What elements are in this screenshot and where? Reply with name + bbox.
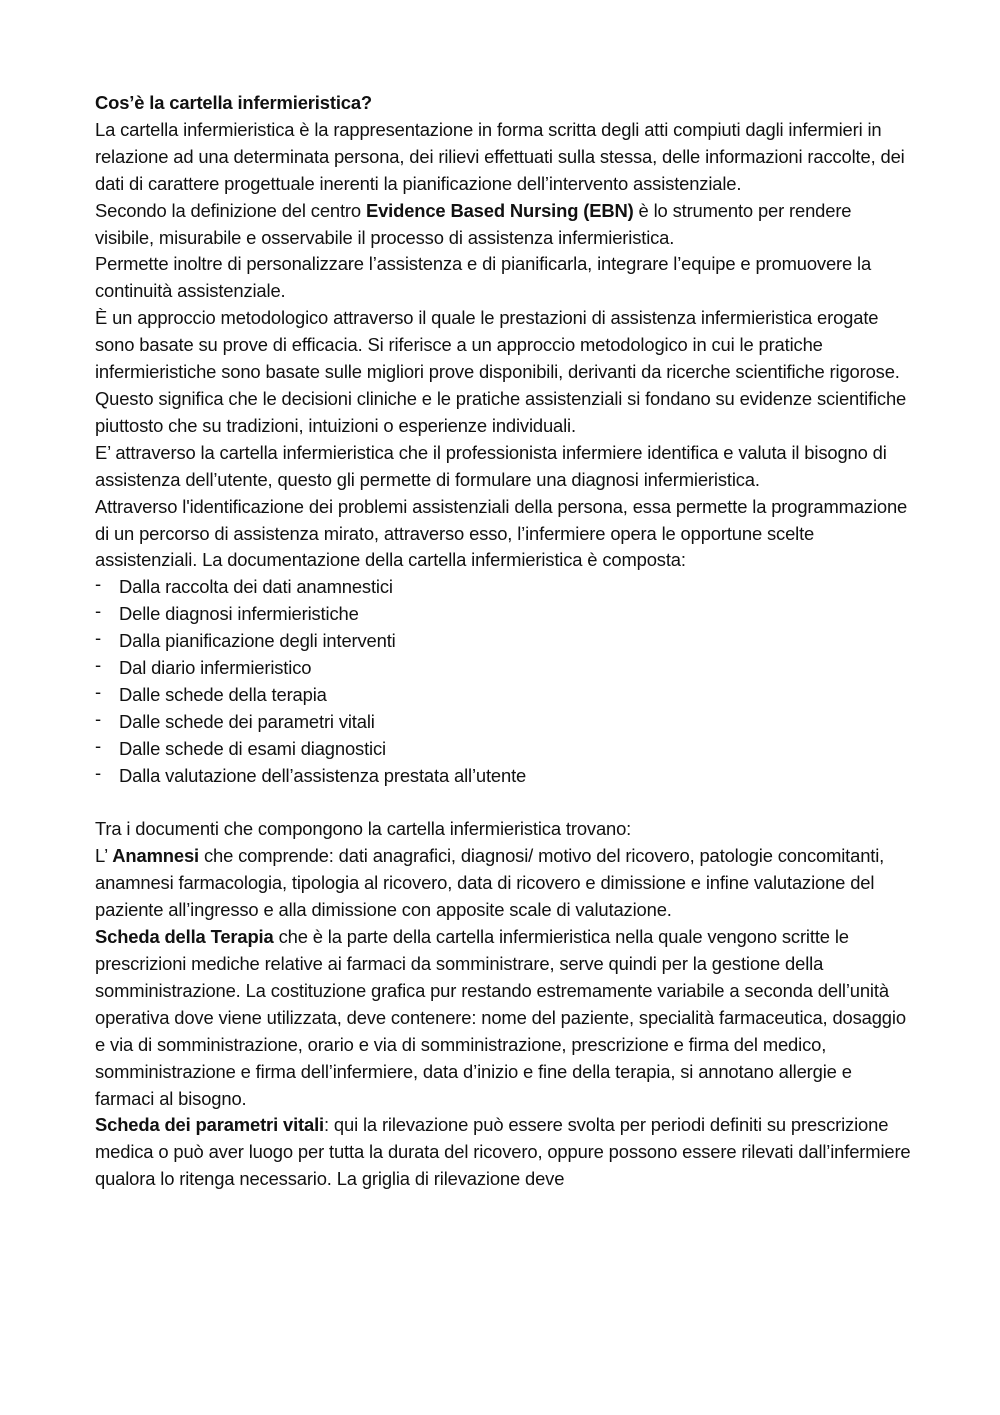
paragraph-anamnesi-pre: L’ xyxy=(95,845,113,867)
paragraph-parametri-post: : qui la rilevazione può essere svolta per periodi definiti su prescrizione medica o può aver luogo per tutta la durata del ricovero, oppure possono essere rilevati dall’infermiere qualora lo ritenga necessario. La griglia di rilevazione deve xyxy=(95,1114,911,1190)
list-item-text: Dalla pianificazione degli interventi xyxy=(119,630,396,652)
list-item xyxy=(95,709,915,736)
bullet-dash: - xyxy=(95,680,101,702)
bullet-dash: - xyxy=(95,627,101,649)
document-title: Cos’è la cartella infermieristica? xyxy=(95,92,373,113)
list-item-text: Dalla raccolta dei dati anamnestici xyxy=(119,576,393,598)
list-item-text: Dalle schede di esami diagnostici xyxy=(119,737,386,759)
bullet-dash: - xyxy=(95,707,101,729)
paragraph-terapia-post: che è la parte della cartella infermieristica nella quale vengono scritte le prescrizioni mediche relative ai farmaci da somministrare, serve quindi per la gestione della somministrazione. La costituzione grafica pur restando estremamente variabile a seconda dell’unità operativa dove viene utilizzata, deve contenere: nome del paziente, specialità farmaceutica, dosaggio e via di somministrazione, orario e via di somministrazione, prescrizione e firma del medico, somministrazione e firma dell’infermiere, data d’inizio e fine della terapia, si annotano allergie e farmaci al bisogno. xyxy=(95,926,906,1109)
ebn-term: Evidence Based Nursing (EBN) xyxy=(365,199,634,221)
paragraph-anamnesi xyxy=(95,843,915,924)
bullet-dash: - xyxy=(95,654,101,676)
list-item xyxy=(95,655,915,682)
bullet-dash: - xyxy=(95,573,101,595)
terapia-term: Scheda della Terapia xyxy=(95,926,274,948)
list-item-text: Dalle schede dei parametri vitali xyxy=(119,710,375,732)
paragraph-terapia xyxy=(95,924,915,1112)
paragraph-ebn-pre: Secondo la definizione del centro xyxy=(95,199,366,221)
parametri-term: Scheda dei parametri vitali xyxy=(95,1114,324,1136)
anamnesi-term: Anamnesi xyxy=(112,845,199,867)
paragraph-anamnesi-post: che comprende: dati anagrafici, diagnosi/ motivo del ricovero, patologie concomitanti, anamnesi farmacologia, tipologia al ricovero, data di ricovero e dimissione e infine valutazione del paziente all’ingresso e alla dimissione con apposite scale di valutazione. xyxy=(95,845,885,921)
paragraph-approach: È un approccio metodologico attraverso il quale le prestazioni di assistenza infermieristica erogate sono basate su prove di efficacia. Si riferisce a un approccio metodologico in cui le pratiche infermieristiche sono basate sulle migliori prove disponibili, derivanti da ricerche scientifiche rigorose. Questo significa che le decisioni cliniche e le pratiche assistenziali si fondano su evidenze scientifiche piuttosto che su tradizioni, intuizioni o esperienze individuali. xyxy=(95,307,907,436)
paragraph-documents-intro: Tra i documenti che compongono la cartella infermieristica trovano: xyxy=(95,818,632,840)
list-item xyxy=(95,736,915,763)
list-item-text: Dal diario infermieristico xyxy=(119,657,312,679)
blank-line xyxy=(95,790,915,817)
paragraph-parametri xyxy=(95,1112,915,1193)
list-item xyxy=(95,628,915,655)
composition-list xyxy=(95,574,915,789)
bullet-dash: - xyxy=(95,761,101,783)
paragraph-identify-need: E’ attraverso la cartella infermieristica che il professionista infermiere identifica e valuta il bisogno di assistenza dell’utente, questo gli permette di formulare una diagnosi infermieristica. xyxy=(95,441,887,490)
paragraph-definition: La cartella infermieristica è la rappresentazione in forma scritta degli atti compiuti dagli infermieri in relazione ad una determinata persona, dei rilievi effettuati sulla stessa, delle informazioni raccolte, dei dati di carattere progettuale inerenti la pianificazione dell’intervento assistenziale. xyxy=(95,118,905,194)
list-item xyxy=(95,763,915,790)
document-page xyxy=(95,90,915,1193)
paragraph-personalize: Permette inoltre di personalizzare l’assistenza e di pianificarla, integrare l’equipe e promuovere la continuità assistenziale. xyxy=(95,253,872,302)
list-item xyxy=(95,682,915,709)
paragraph-ebn xyxy=(95,198,915,252)
bullet-dash: - xyxy=(95,734,101,756)
list-item-text: Dalle schede della terapia xyxy=(119,683,327,705)
list-item xyxy=(95,601,915,628)
bullet-dash: - xyxy=(95,600,101,622)
list-item xyxy=(95,574,915,601)
paragraph-ebn-post: è lo strumento per rendere visibile, misurabile e osservabile il processo di assistenza infermieristica. xyxy=(95,199,852,248)
paragraph-composition: Attraverso l'identificazione dei problemi assistenziali della persona, essa permette la programmazione di un percorso di assistenza mirato, attraverso esso, l’infermiere opera le opportune scelte assistenziali. La documentazione della cartella infermieristica è composta: xyxy=(95,495,908,571)
list-item-text: Dalla valutazione dell’assistenza prestata all’utente xyxy=(119,764,527,786)
list-item-text: Delle diagnosi infermieristiche xyxy=(119,603,359,625)
